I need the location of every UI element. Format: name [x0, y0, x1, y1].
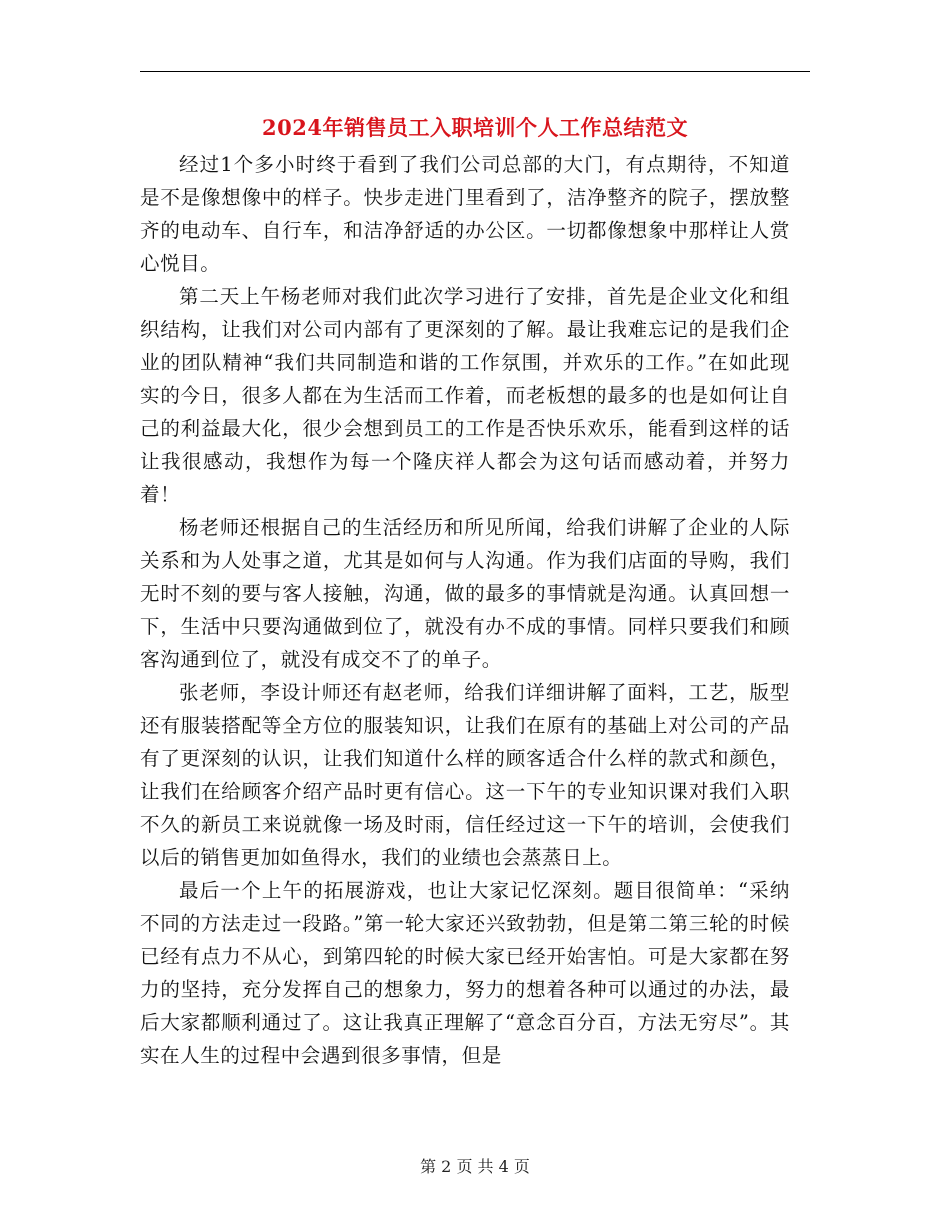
- paragraph: 第二天上午杨老师对我们此次学习进行了安排，首先是企业文化和组织结构，让我们对公司内部有了更深刻的了解。最让我难忘记的是我们企业的团队精神“我们共同制造和谐的工作氛围，并欢乐的工作。”在如此现实的今日，很多人都在为生活而工作着，而老板想的最多的也是如何让自己的利益最大化，很少会想到员工的工作是否快乐欢乐，能看到这样的话让我很感动，我想作为每一个隆庆祥人都会为这句话而感动着，并努力着！: [140, 285, 790, 506]
- page-number-footer: 第 2 页 共 4 页: [420, 1157, 530, 1176]
- paragraph: 经过1个多小时终于看到了我们公司总部的大门，有点期待，不知道是不是像想像中的样子。快步走进门里看到了，洁净整齐的院子，摆放整齐的电动车、自行车，和洁净舒适的办公区。一切都像想象中那样让人赏心悦目。: [140, 153, 790, 275]
- paragraph: 最后一个上午的拓展游戏，也让大家记忆深刻。题目很简单：“采纳不同的方法走过一段路。”第一轮大家还兴致勃勃，但是第二第三轮的时候已经有点力不从心，到第四轮的时候大家已经开始害怕。可是大家都在努力的坚持，充分发挥自己的想象力，努力的想着各种可以通过的办法，最后大家都顺利通过了。这让我真正理解了“意念百分百，方法无穷尽”。其实在人生的过程中会遇到很多事情，但是: [140, 879, 790, 1067]
- paragraph: 张老师，李设计师还有赵老师，给我们详细讲解了面料，工艺，版型还有服装搭配等全方位的服装知识，让我们在原有的基础上对公司的产品有了更深刻的认识，让我们知道什么样的顾客适合什么样的款式和颜色，让我们在给顾客介绍产品时更有信心。这一下午的专业知识课对我们入职不久的新员工来说就像一场及时雨，信任经过这一下午的培训，会使我们以后的销售更加如鱼得水，我们的业绩也会蒸蒸日上。: [140, 681, 790, 869]
- header-rule: [140, 71, 810, 72]
- document-body: [140, 148, 790, 1072]
- paragraph: 杨老师还根据自己的生活经历和所见所闻，给我们讲解了企业的人际关系和为人处事之道，尤其是如何与人沟通。作为我们店面的导购，我们无时不刻的要与客人接触，沟通，做的最多的事情就是沟通。认真回想一下，生活中只要沟通做到位了，就没有办不成的事情。同样只要我们和顾客沟通到位了，就没有成交不了的单子。: [140, 516, 790, 671]
- document-title: 2024年销售员工入职培训个人工作总结范文: [262, 115, 688, 140]
